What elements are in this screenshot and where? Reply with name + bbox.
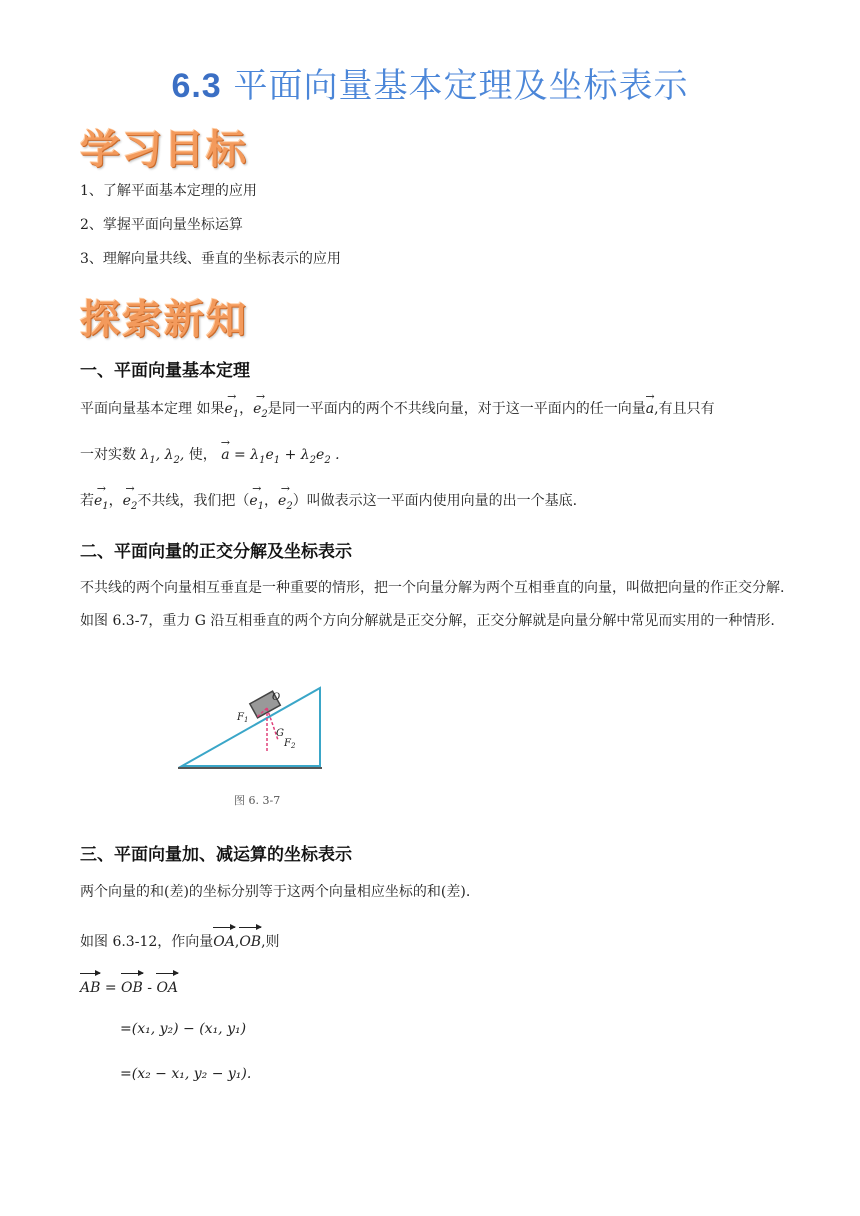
text: 如图 6.3-12，作向量 <box>80 934 214 950</box>
vector-AB: AB <box>80 976 100 1001</box>
theorem-paragraph <box>80 397 785 427</box>
text: 不共线，我们把（ <box>137 493 250 509</box>
incline-diagram <box>172 680 384 820</box>
equation: = $\lambda_1e_1 + \lambda_2e_2$ . <box>234 447 340 466</box>
text: 是同一平面内的两个不共线向量，对于这一平面内的任一向量 <box>267 401 646 417</box>
vector-e1: → $e_1$ <box>94 489 109 519</box>
equation-ab: AB = OB - OA <box>80 976 785 1001</box>
text: ,则 <box>261 934 280 950</box>
lambda-formula: $\lambda_1$, $\lambda_2$, <box>140 447 189 466</box>
text: 平面向量基本定理 如果 <box>80 401 225 417</box>
text: 若 <box>80 493 94 509</box>
title-text: 平面向量基本定理及坐标表示 <box>233 66 689 106</box>
theorem-paragraph-2 <box>80 443 785 473</box>
text: 使， <box>188 447 217 463</box>
label-F2: $F_2$ <box>284 738 296 750</box>
sum-diff-paragraph: 两个向量的和(差)的坐标分别等于这两个向量相应坐标的和(差). <box>80 884 471 900</box>
vector-OB: OB <box>121 976 143 1001</box>
banner-learning-goals: 学习目标 <box>80 127 248 173</box>
text: ）叫做表示这一平面内使用向量的出一个基底. <box>292 493 578 509</box>
vector-e2: → $e_2$ <box>123 489 138 519</box>
page-title <box>0 58 860 107</box>
section-heading-2: 二、平面向量的正交分解及坐标表示 <box>80 542 352 562</box>
vector-a-2: → a <box>221 443 229 468</box>
vector-OB: OB <box>239 930 261 955</box>
figure-incline <box>172 680 384 820</box>
objective-1: 1、了解平面基本定理的应用 <box>80 183 257 199</box>
equation-line-3: =(x₂ − x₁, y₂ − y₁). <box>120 1066 252 1082</box>
section-heading-3: 三、平面向量加、减运算的坐标表示 <box>80 845 352 865</box>
objective-3: 3、理解向量共线、垂直的坐标表示的应用 <box>80 251 341 267</box>
vector-OA: OA <box>213 930 235 955</box>
vector-e2: → $e_2$ <box>278 489 293 519</box>
basis-paragraph <box>80 489 785 519</box>
vector-e2: → $e_2$ <box>253 397 268 427</box>
orthogonal-paragraph: 不共线的两个向量相互垂直是一种重要的情形，把一个向量分解为两个互相垂直的向量，叫做把向量的作正交分解.如图 6.3-7，重力 G 沿互相垂直的两个方向分解就是正交分解，正交分解就是向量分解中常见而实用的一种情形. <box>80 580 785 629</box>
vector-OA: OA <box>156 976 178 1001</box>
label-O: O <box>272 692 281 703</box>
equation-line-2: =(x₁, y₂) − (x₁, y₁) <box>120 1021 247 1037</box>
section-heading-1: 一、平面向量基本定理 <box>80 361 250 381</box>
text: 一对实数 <box>80 447 136 463</box>
text: ， <box>264 493 279 509</box>
incline-triangle <box>182 688 320 766</box>
banner-explore: 探索新知 <box>80 297 248 343</box>
vector-e1: → $e_1$ <box>224 397 239 427</box>
figure-caption: 图 6. 3-7 <box>234 794 281 807</box>
label-F1: $F_1$ <box>237 712 249 724</box>
vector-a: → a <box>646 397 654 422</box>
text: ， <box>108 493 123 509</box>
example-paragraph: 如图 6.3-12，作向量OA,OB,则 <box>80 930 785 955</box>
label-G: G <box>276 728 284 739</box>
text: ， <box>239 401 254 417</box>
text: ,有且只有 <box>654 401 715 417</box>
vector-e1: → $e_1$ <box>249 489 264 519</box>
title-number: 6.3 <box>171 67 222 105</box>
objective-2: 2、掌握平面向量坐标运算 <box>80 217 243 233</box>
